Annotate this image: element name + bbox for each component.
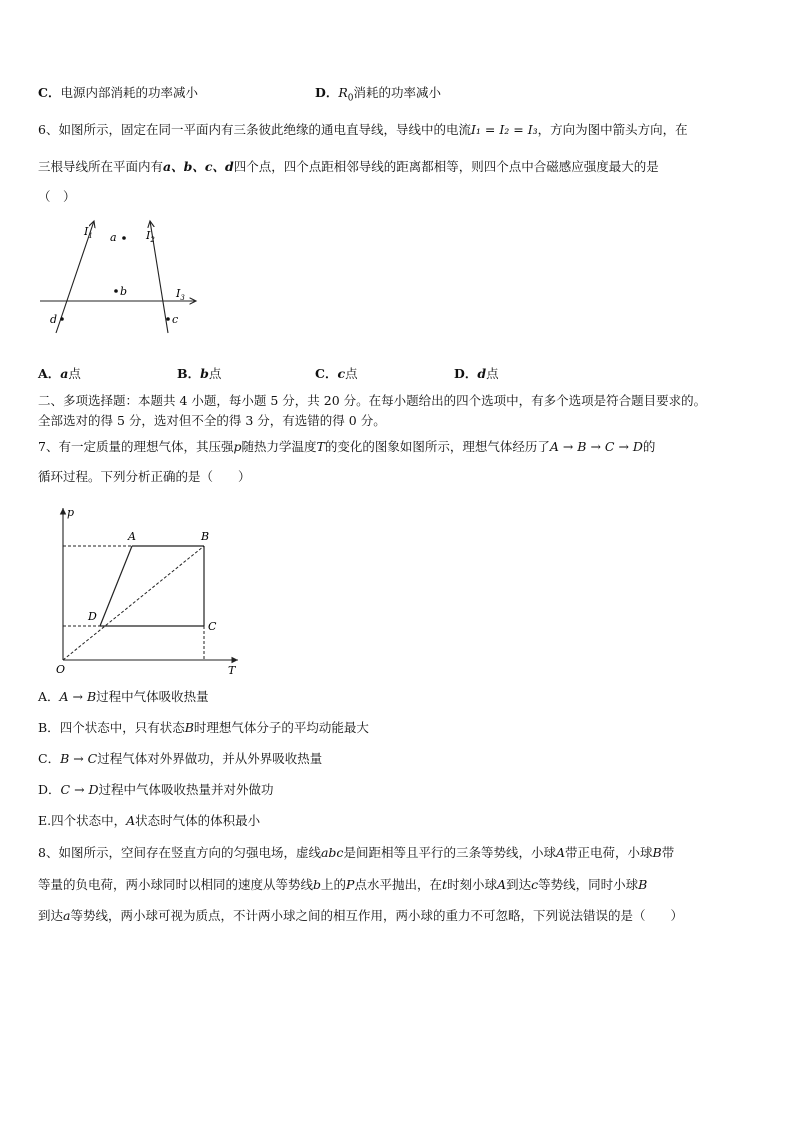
q6-stem-line1: 6、如图所示，固定在同一平面内有三条彼此绝缘的通电直导线，导线中的电流I₁ = I₂ = I₃，方向为图中箭头方向，在 xyxy=(38,122,688,137)
point-c xyxy=(166,317,170,321)
label-state-a: A xyxy=(128,530,136,543)
q6-wire-figure xyxy=(38,215,198,335)
q7-option-e: E.四个状态中，A状态时气体的体积最小 xyxy=(38,813,261,828)
dash-origin-b xyxy=(63,546,204,660)
q7-option-d: D．C → D过程中气体吸收热量并对外做功 xyxy=(38,782,274,797)
q6-option-d: D．d点 xyxy=(454,366,499,381)
section2-heading-line2: 全部选对的得 5 分，选对但不全的得 3 分，有选错的得 0 分。 xyxy=(38,413,386,428)
q6-stem-line2: 三根导线所在平面内有a、b、c、d四个点，四个点距相邻导线的距离都相等，则四个点中合磁感应强度最大的是 xyxy=(38,159,659,174)
q8-stem-line1: 8、如图所示，空间存在竖直方向的匀强电场，虚线abc是间距相等且平行的三条等势线，小球A带正电荷，小球B带 xyxy=(38,845,675,860)
label-t: T xyxy=(228,664,236,677)
q5-option-d: D．$R_0$消耗的功率减小 xyxy=(315,85,442,104)
q6-option-a: A．a点 xyxy=(38,366,81,381)
label-i2: $I_2$ xyxy=(146,229,155,244)
q7-stem-line2: 循环过程。下列分析正确的是（ ） xyxy=(38,469,251,484)
segment-da xyxy=(100,546,132,626)
q6-answer-paren: （ ） xyxy=(38,189,76,204)
label-state-c: C xyxy=(208,620,217,633)
label-i1: $I_1$ xyxy=(84,225,93,240)
point-d xyxy=(60,317,64,321)
q8-stem-line3: 到达a等势线，两小球可视为质点，不计两小球之间的相互作用，两小球的重力不可忽略，下列说法错误的是（ ） xyxy=(38,908,683,923)
label-a: a xyxy=(110,231,117,244)
label-state-d: D xyxy=(88,610,97,623)
q6-option-b: B．b点 xyxy=(177,366,222,381)
label-i3: $I_3$ xyxy=(176,287,185,302)
q8-stem-line2: 等量的负电荷，两小球同时以相同的速度从等势线b上的P点水平抛出，在t时刻小球A到达c等势线，同时小球B xyxy=(38,877,648,892)
q6-option-c: C．c点 xyxy=(315,366,358,381)
label-state-b: B xyxy=(201,530,210,543)
label-b: b xyxy=(120,285,128,298)
q7-option-a: A．A → B过程中气体吸收热量 xyxy=(38,689,209,704)
q7-option-c: C．B → C过程气体对外界做功，并从外界吸收热量 xyxy=(38,751,323,766)
point-a xyxy=(122,236,126,240)
label-o: O xyxy=(56,663,66,676)
label-p: p xyxy=(67,506,75,519)
section2-heading-line1: 二、多项选择题：本题共 4 小题，每小题 5 分，共 20 分。在每小题给出的四个选项中，有多个选项是符合题目要求的。 xyxy=(38,393,707,408)
point-b xyxy=(114,289,118,293)
q7-stem-line1: 7、有一定质量的理想气体，其压强p随热力学温度T的变化的图象如图所示，理想气体经历了A → B → C → D的 xyxy=(38,439,656,454)
label-c: c xyxy=(172,313,179,326)
q7-pt-graph xyxy=(52,502,244,678)
q5-option-c: C．电源内部消耗的功率减小 xyxy=(38,85,198,100)
label-d: d xyxy=(50,313,58,326)
q7-option-b: B．四个状态中，只有状态B时理想气体分子的平均动能最大 xyxy=(38,720,369,735)
